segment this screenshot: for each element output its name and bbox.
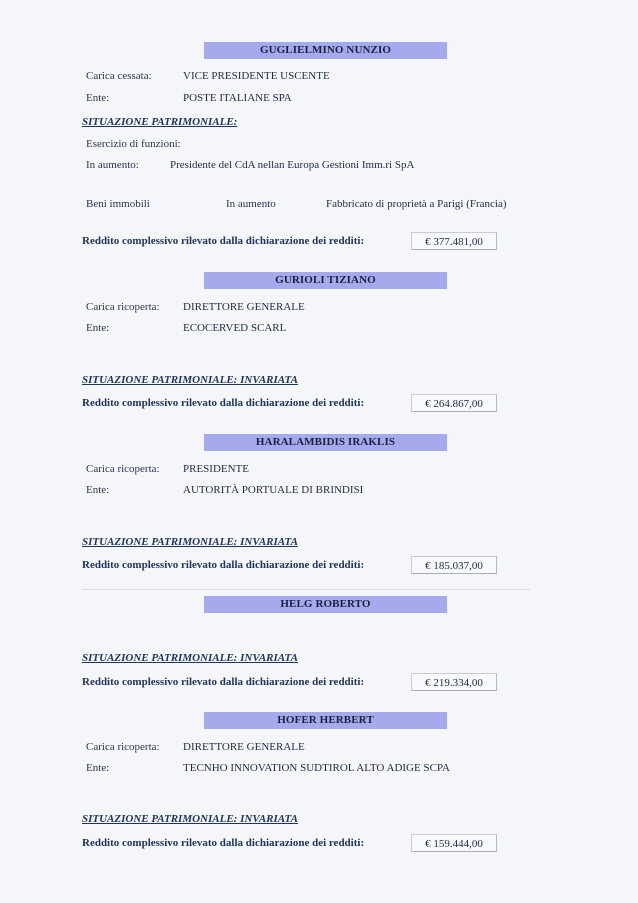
- person-name-header: HOFER HERBERT: [204, 712, 447, 729]
- reddito-label: Reddito complessivo rilevato dalla dichiarazione dei redditi:: [82, 559, 365, 571]
- situazione-patrimoniale-heading: SITUAZIONE PATRIMONIALE: INVARIATA: [82, 536, 298, 548]
- reddito-amount: € 219.334,00: [411, 673, 497, 691]
- carica-value: VICE PRESIDENTE USCENTE: [183, 70, 330, 82]
- reddito-label: Reddito complessivo rilevato dalla dichiarazione dei redditi:: [82, 837, 365, 849]
- page-divider: [82, 589, 530, 590]
- situazione-patrimoniale-heading: SITUAZIONE PATRIMONIALE:: [82, 116, 238, 128]
- beni-in-aumento-label: In aumento: [226, 198, 276, 210]
- reddito-amount: € 377.481,00: [411, 232, 497, 250]
- reddito-amount: € 264.867,00: [411, 394, 497, 412]
- esercizio-label: Esercizio di funzioni:: [86, 138, 181, 150]
- reddito-amount: € 185.037,00: [411, 556, 497, 574]
- ente-label: Ente:: [86, 322, 110, 334]
- person-name-header: HELG ROBERTO: [204, 596, 447, 613]
- in-aumento-value: Presidente del CdA nellan Europa Gestioni Imm.ri SpA: [170, 159, 415, 171]
- carica-label: Carica ricoperta:: [86, 741, 160, 753]
- reddito-label: Reddito complessivo rilevato dalla dichiarazione dei redditi:: [82, 235, 365, 247]
- ente-label: Ente:: [86, 484, 110, 496]
- person-name-header: GURIOLI TIZIANO: [204, 272, 447, 289]
- carica-value: DIRETTORE GENERALE: [183, 301, 305, 313]
- ente-value: TECNHO INNOVATION SUDTIROL ALTO ADIGE SCPA: [183, 762, 450, 774]
- ente-value: ECOCERVED SCARL: [183, 322, 287, 334]
- ente-label: Ente:: [86, 762, 110, 774]
- ente-value: AUTORITÀ PORTUALE DI BRINDISI: [183, 484, 364, 496]
- situazione-patrimoniale-heading: SITUAZIONE PATRIMONIALE: INVARIATA: [82, 813, 298, 825]
- carica-value: DIRETTORE GENERALE: [183, 741, 305, 753]
- person-name-header: HARALAMBIDIS IRAKLIS: [204, 434, 447, 451]
- reddito-label: Reddito complessivo rilevato dalla dichiarazione dei redditi:: [82, 676, 365, 688]
- in-aumento-label: In aumento:: [86, 159, 139, 171]
- ente-label: Ente:: [86, 92, 110, 104]
- reddito-label: Reddito complessivo rilevato dalla dichiarazione dei redditi:: [82, 397, 365, 409]
- carica-label: Carica cessata:: [86, 70, 152, 82]
- carica-label: Carica ricoperta:: [86, 463, 160, 475]
- reddito-amount: € 159.444,00: [411, 834, 497, 852]
- beni-immobili-value: Fabbricato di proprietà a Parigi (Francia): [326, 198, 507, 210]
- ente-value: POSTE ITALIANE SPA: [183, 92, 292, 104]
- situazione-patrimoniale-heading: SITUAZIONE PATRIMONIALE: INVARIATA: [82, 374, 298, 386]
- person-name-header: GUGLIELMINO NUNZIO: [204, 42, 447, 59]
- situazione-patrimoniale-heading: SITUAZIONE PATRIMONIALE: INVARIATA: [82, 652, 298, 664]
- carica-value: PRESIDENTE: [183, 463, 249, 475]
- beni-immobili-label: Beni immobili: [86, 198, 150, 210]
- carica-label: Carica ricoperta:: [86, 301, 160, 313]
